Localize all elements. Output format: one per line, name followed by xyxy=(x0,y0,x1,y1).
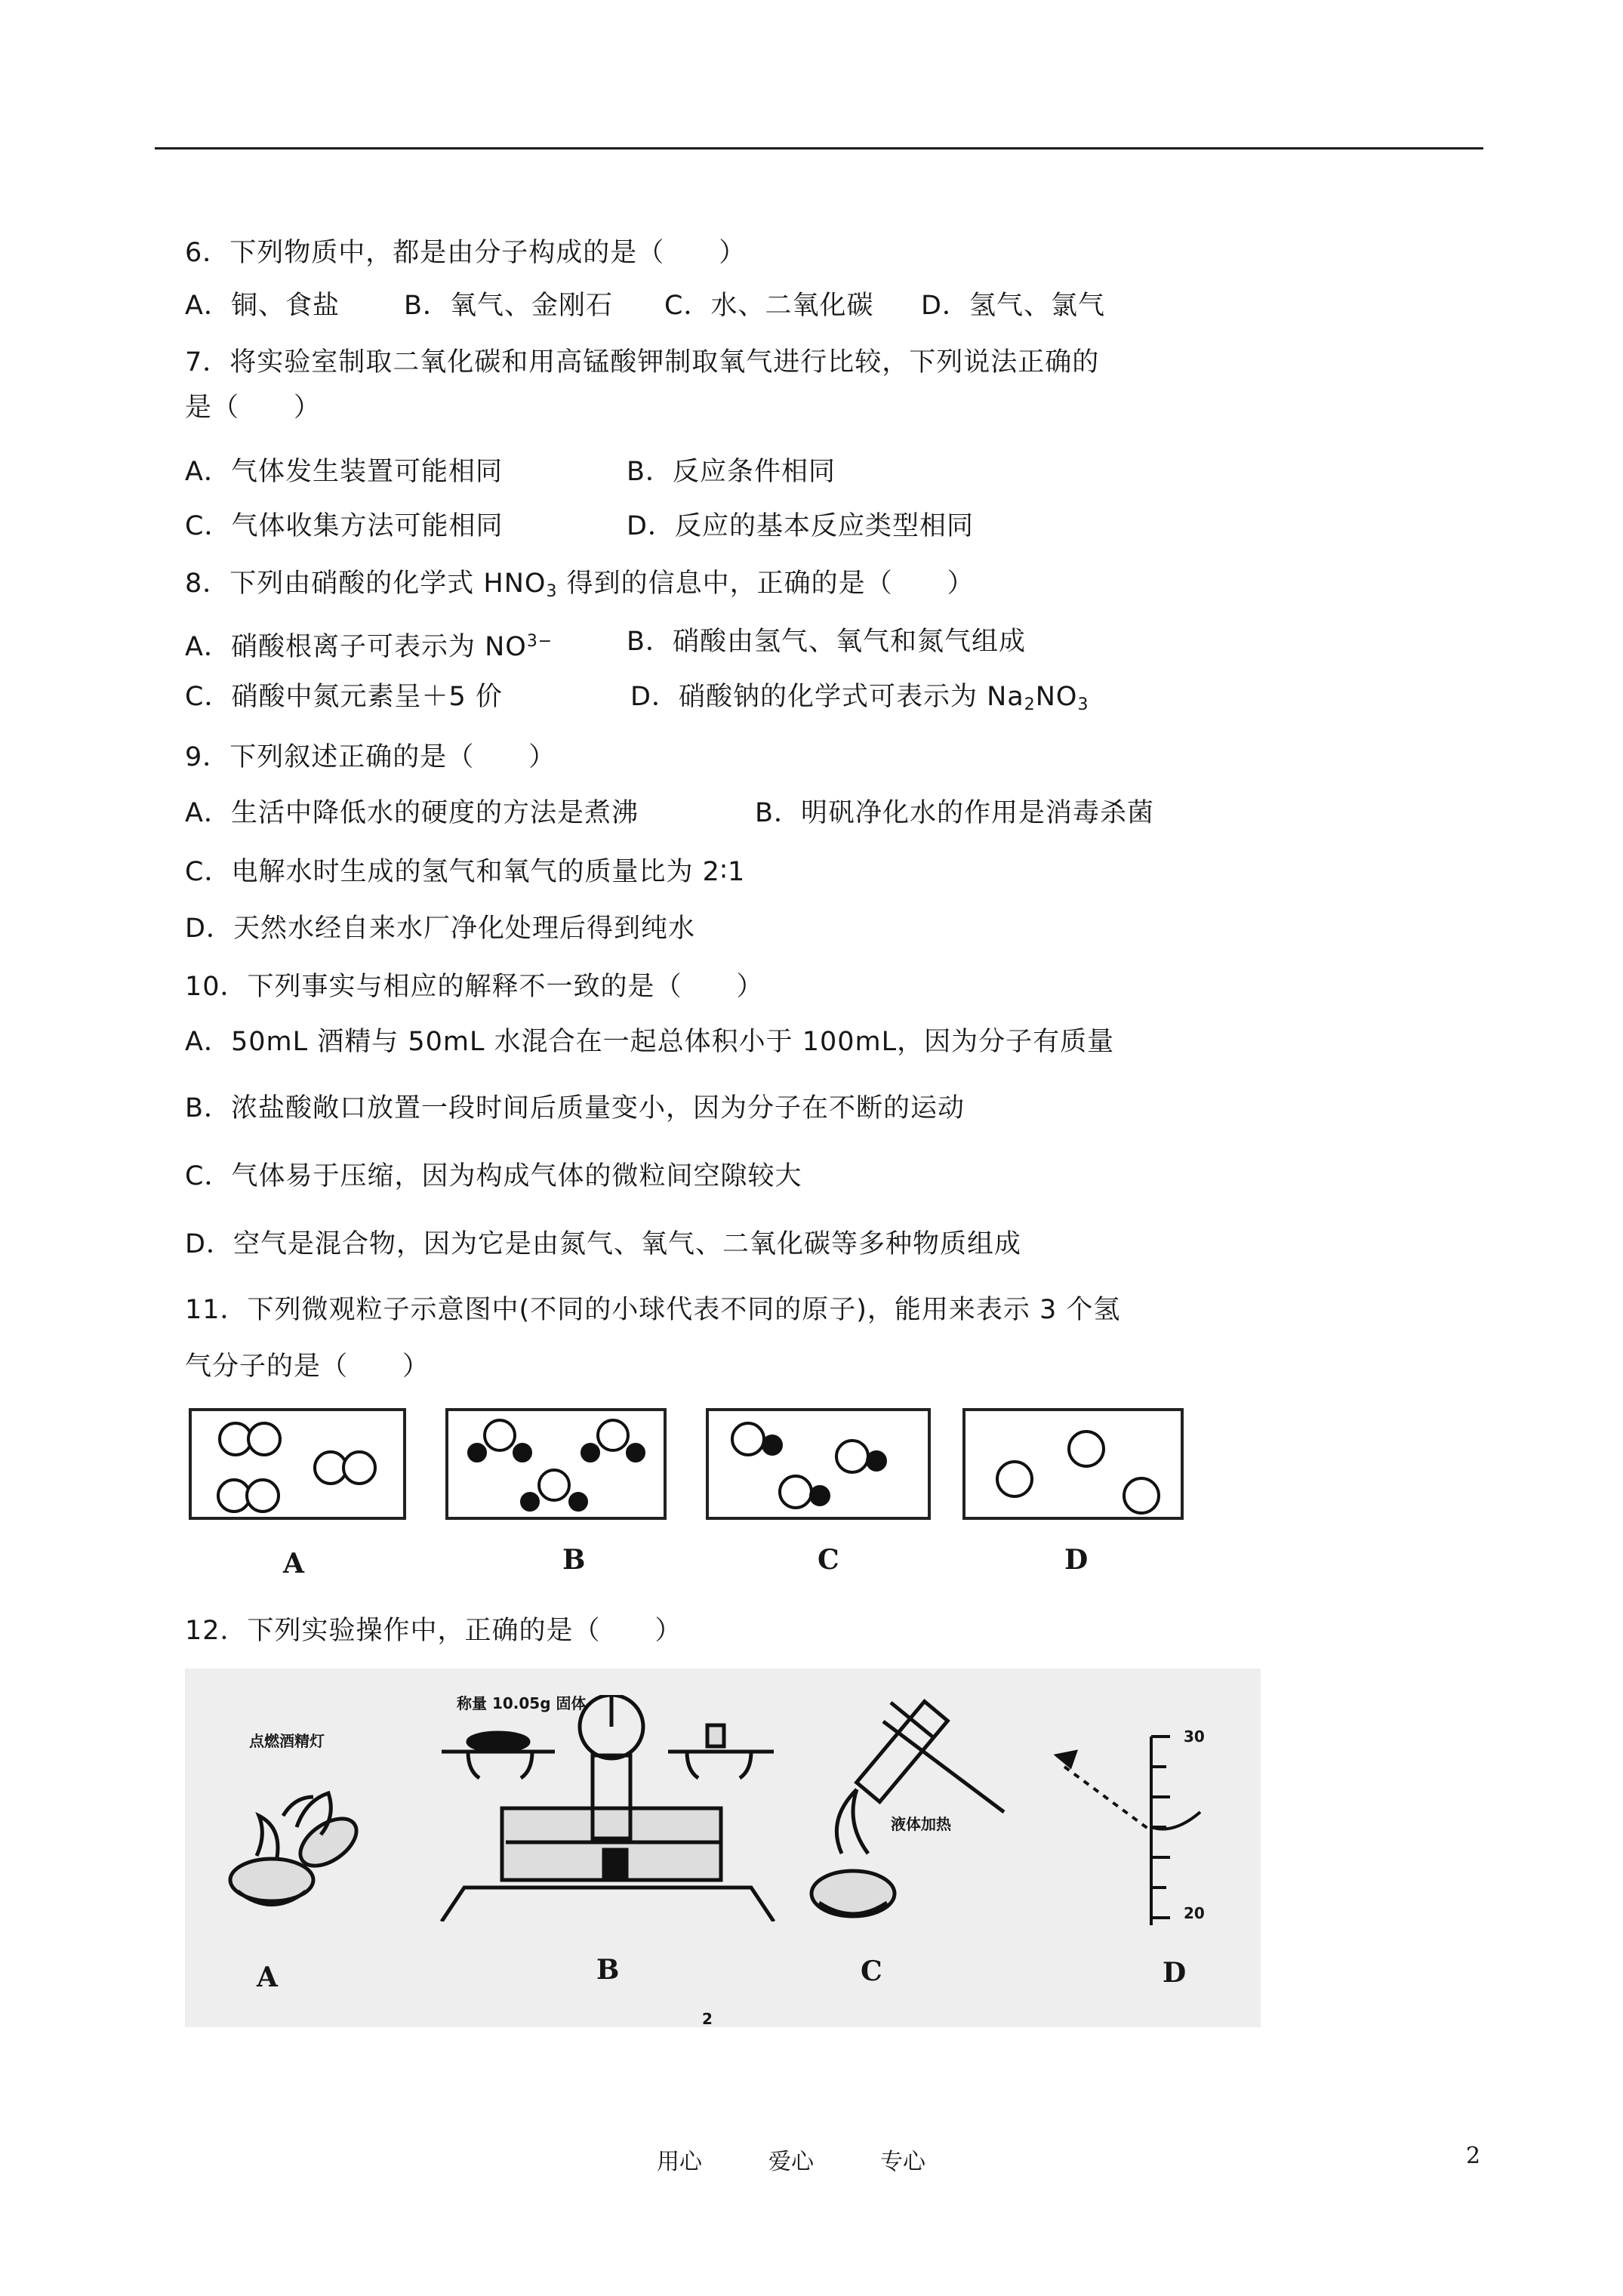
q12-label-a: A xyxy=(257,1962,278,1993)
liquid-heating-figure xyxy=(800,1691,1027,1925)
fig-b-title: 称量 10.05g 固体 xyxy=(457,1694,587,1712)
graduated-cylinder-figure xyxy=(1042,1721,1238,1933)
q9-option-d: D．天然水经自来水厂净化处理后得到纯水 xyxy=(185,914,695,944)
scan-page-mark: 2 xyxy=(702,2010,713,2028)
q7-option-d: D．反应的基本反应类型相同 xyxy=(627,511,974,541)
molecule-box-a xyxy=(189,1408,406,1520)
molecule-box-b xyxy=(445,1408,667,1520)
q10-option-a: A．50mL 酒精与 50mL 水混合在一起总体积小于 100mL，因为分子有质量 xyxy=(185,1027,1115,1057)
molecule-diagram-d xyxy=(965,1411,1181,1517)
footer-slogan-2: 爱心 xyxy=(768,2149,814,2175)
q11-label-d: D xyxy=(1064,1544,1089,1576)
q11-label-c: C xyxy=(818,1544,839,1576)
q10-option-d: D．空气是混合物，因为它是由氮气、氧气、二氧化碳等多种物质组成 xyxy=(185,1229,1021,1259)
q9-option-c: C．电解水时生成的氢气和氧气的质量比为 2∶1 xyxy=(185,857,746,887)
q10-stem: 10．下列事实与相应的解释不一致的是（ ） xyxy=(185,972,764,1002)
q7-option-c: C．气体收集方法可能相同 xyxy=(185,511,504,541)
q11-stem-line2: 气分子的是（ ） xyxy=(185,1351,430,1382)
balance-scale-figure xyxy=(411,1695,804,1922)
footer-slogan-3: 专心 xyxy=(880,2149,925,2175)
q11-stem-line1: 11．下列微观粒子示意图中(不同的小球代表不同的原子)，能用来表示 3 个氢 xyxy=(185,1295,1121,1325)
cylinder-tick-30: 30 xyxy=(1184,1727,1205,1746)
q6-option-d: D．氢气、氯气 xyxy=(921,291,1105,321)
q6-option-a: A．铜、食盐 xyxy=(185,291,340,321)
q9-option-a: A．生活中降低水的硬度的方法是煮沸 xyxy=(185,798,639,828)
q8-option-a: A．硝酸根离子可表示为 $NO^{3-}$ xyxy=(185,632,553,662)
q10-option-b: B．浓盐酸敞口放置一段时间后质量变小，因为分子在不断的运动 xyxy=(185,1093,965,1123)
q9-option-b: B．明矾净化水的作用是消毒杀菌 xyxy=(755,798,1155,828)
page-number: 2 xyxy=(1466,2143,1481,2169)
q8-option-c: C．硝酸中氮元素呈＋5 价 xyxy=(185,682,503,712)
q6-stem: 6．下列物质中，都是由分子构成的是（ ） xyxy=(185,238,747,268)
q11-label-b: B xyxy=(562,1544,586,1576)
q12-label-b: B xyxy=(596,1954,620,1986)
q6-option-b: B．氧气、金刚石 xyxy=(404,291,614,321)
fig-c-title: 液体加热 xyxy=(891,1815,951,1833)
molecule-diagram-b xyxy=(448,1411,664,1517)
q12-label-c: C xyxy=(861,1955,882,1987)
q7-option-a: A．气体发生装置可能相同 xyxy=(185,457,503,487)
molecule-box-d xyxy=(962,1408,1184,1520)
footer-slogan-1: 用心 xyxy=(657,2149,702,2175)
q8-option-b: B．硝酸由氢气、氧气和氮气组成 xyxy=(627,627,1027,657)
q10-option-c: C．气体易于压缩，因为构成气体的微粒间空隙较大 xyxy=(185,1161,802,1191)
q8-stem: 8．下列由硝酸的化学式 $HNO_3$ 得到的信息中，正确的是（ ） xyxy=(185,569,975,601)
fig-a-title: 点燃酒精灯 xyxy=(249,1732,325,1750)
q7-stem-line2: 是（ ） xyxy=(185,393,322,423)
q9-stem: 9．下列叙述正确的是（ ） xyxy=(185,742,556,772)
molecule-diagram-a xyxy=(192,1411,403,1517)
alcohol-lamp-lighting-figure xyxy=(223,1782,374,1925)
q11-label-a: A xyxy=(283,1548,304,1579)
q8-option-d: D．硝酸钠的化学式可表示为 $Na_2NO_3$ xyxy=(630,682,1089,714)
q7-stem-line1: 7．将实验室制取二氧化碳和用高锰酸钾制取氧气进行比较，下列说法正确的 xyxy=(185,347,1100,378)
molecule-box-c xyxy=(706,1408,931,1520)
header-rule xyxy=(155,147,1483,149)
q7-option-b: B．反应条件相同 xyxy=(627,457,836,487)
q12-label-d: D xyxy=(1163,1957,1187,1989)
q6-option-c: C．水、二氧化碳 xyxy=(664,291,874,321)
q12-stem: 12．下列实验操作中，正确的是（ ） xyxy=(185,1616,682,1646)
molecule-diagram-c xyxy=(709,1411,928,1517)
cylinder-tick-20: 20 xyxy=(1184,1904,1205,1922)
